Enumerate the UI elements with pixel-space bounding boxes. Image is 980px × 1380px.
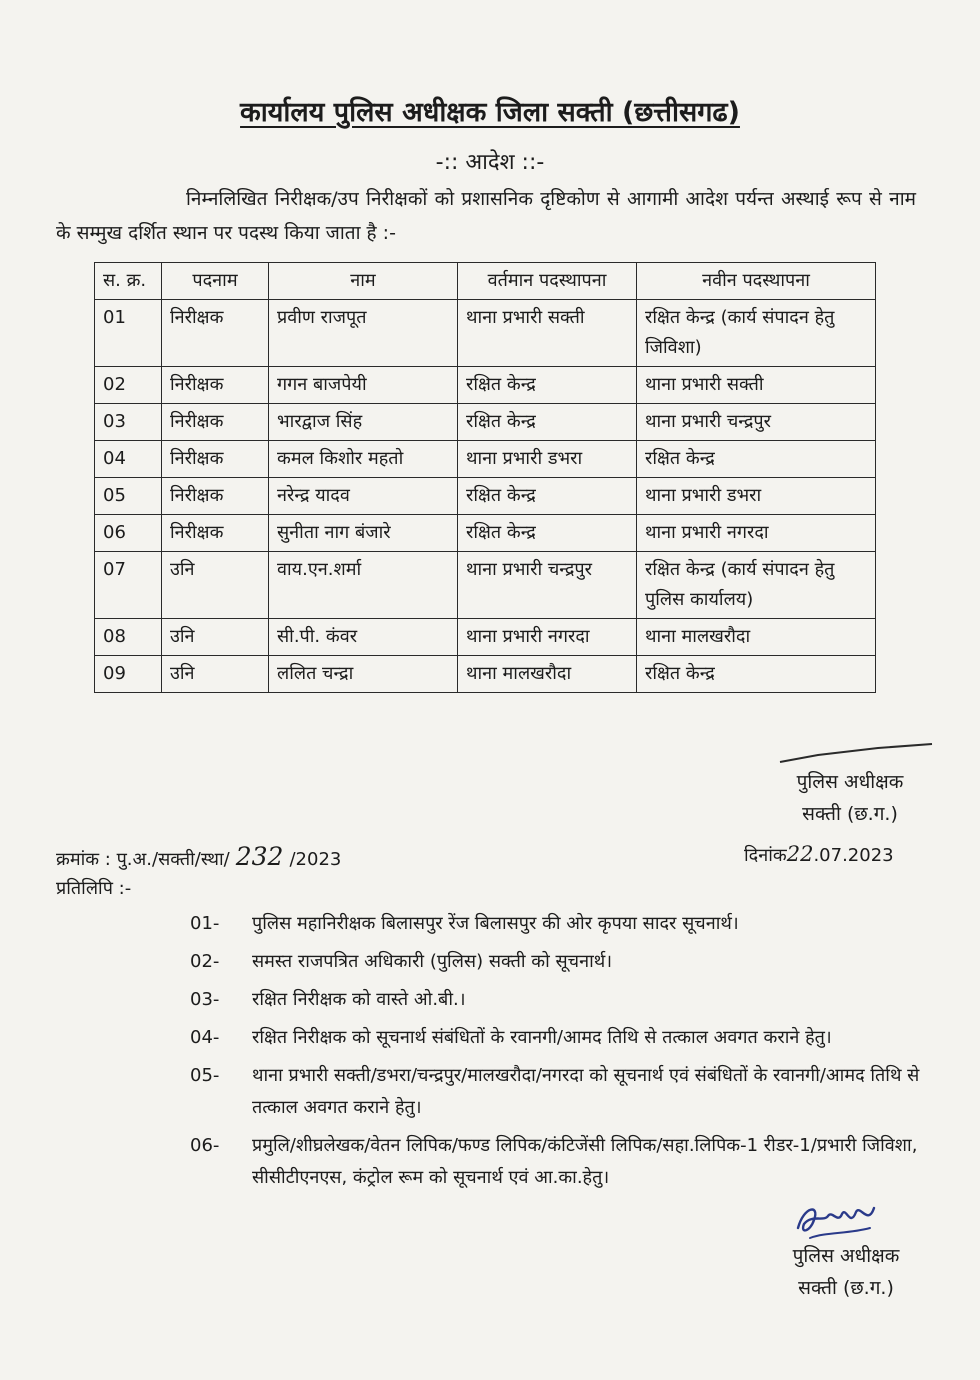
header-designation: पदनाम — [162, 263, 269, 300]
cell-serial: 06 — [95, 515, 162, 552]
cell-name: कमल किशोर महतो — [269, 441, 458, 478]
table-row — [95, 552, 876, 619]
copy-item-text: प्रमुलि/शीघ्रलेखक/वेतन लिपिक/फण्ड लिपिक/कंटिजेंसी लिपिक/सहा.लिपिक-1 रीडर-1/प्रभारी जिविशा, सीसीटीएनएस, कंट्रोल रूम को सूचनार्थ एवं आ.का.हेतु। — [252, 1135, 918, 1188]
cell-new-posting: रक्षित केन्द्र (कार्य संपादन हेतु पुलिस कार्यालय) — [637, 552, 876, 619]
cell-designation: उनि — [162, 552, 269, 619]
cell-designation: निरीक्षक — [162, 478, 269, 515]
table-row — [95, 656, 876, 693]
cell-serial: 02 — [95, 367, 162, 404]
cell-current-posting: रक्षित केन्द्र — [458, 404, 637, 441]
cell-current-posting: रक्षित केन्द्र — [458, 515, 637, 552]
cell-name: नरेन्द्र यादव — [269, 478, 458, 515]
cell-current-posting: थाना प्रभारी डभरा — [458, 441, 637, 478]
table-body — [95, 300, 876, 693]
table-row — [95, 367, 876, 404]
handwritten-signature — [790, 1198, 880, 1246]
copy-list-item — [190, 908, 920, 940]
cell-serial: 01 — [95, 300, 162, 367]
cell-new-posting: थाना प्रभारी नगरदा — [637, 515, 876, 552]
office-title: कार्यालय पुलिस अधीक्षक जिला सक्ती (छत्तीसगढ) — [240, 97, 740, 128]
cell-current-posting: थाना प्रभारी सक्ती — [458, 300, 637, 367]
cell-designation: निरीक्षक — [162, 515, 269, 552]
copy-item-number: 04- — [190, 1027, 220, 1048]
date-handwritten-day: 22 — [786, 842, 814, 866]
table-row — [95, 441, 876, 478]
cell-serial: 05 — [95, 478, 162, 515]
cell-name: सुनीता नाग बंजारे — [269, 515, 458, 552]
cell-current-posting: रक्षित केन्द्र — [458, 478, 637, 515]
copy-list-item — [190, 1022, 920, 1054]
copy-item-text: थाना प्रभारी सक्ती/डभरा/चन्द्रपुर/मालखरौदा/नगरदा को सूचनार्थ एवं संबंधितों के रवानगी/आमद तिथि से तत्काल अवगत कराने हेतु। — [252, 1065, 920, 1118]
cell-serial: 04 — [95, 441, 162, 478]
copy-item-text: पुलिस महानिरीक्षक बिलासपुर रेंज बिलासपुर की ओर कृपया सादर सूचनार्थ। — [252, 913, 739, 934]
header-name: नाम — [269, 263, 458, 300]
cell-designation: निरीक्षक — [162, 300, 269, 367]
copy-item-number: 02- — [190, 951, 220, 972]
cell-designation: निरीक्षक — [162, 367, 269, 404]
copy-item-number: 03- — [190, 989, 220, 1010]
cell-new-posting: थाना प्रभारी डभरा — [637, 478, 876, 515]
header-current-posting: वर्तमान पदस्थापना — [458, 263, 637, 300]
copy-item-number: 06- — [190, 1135, 220, 1156]
order-heading: -:: आदेश ::- — [435, 150, 545, 175]
cell-new-posting: रक्षित केन्द्र — [637, 656, 876, 693]
cell-new-posting: थाना प्रभारी चन्द्रपुर — [637, 404, 876, 441]
cell-current-posting: थाना प्रभारी चन्द्रपुर — [458, 552, 637, 619]
copy-list-item — [190, 984, 920, 1016]
cell-current-posting: थाना प्रभारी नगरदा — [458, 619, 637, 656]
signature-stroke — [778, 742, 934, 764]
header-serial: स. क्र. — [95, 263, 162, 300]
table-row — [95, 300, 876, 367]
cell-name: ललित चन्द्रा — [269, 656, 458, 693]
cell-new-posting: रक्षित केन्द्र (कार्य संपादन हेतु जिविशा) — [637, 300, 876, 367]
signatory-designation-bottom: पुलिस अधीक्षक — [792, 1245, 900, 1267]
cell-serial: 08 — [95, 619, 162, 656]
order-date: दिनांक22.07.2023 — [744, 842, 894, 866]
reference-number: क्रमांक : पु.अ./सक्ती/स्था/ 232 /2023 — [56, 842, 342, 871]
copy-item-number: 01- — [190, 913, 220, 934]
copy-list-item — [190, 1130, 920, 1194]
copy-item-text: समस्त राजपत्रित अधिकारी (पुलिस) सक्ती को सूचनार्थ। — [252, 951, 613, 972]
reference-handwritten-number: 232 — [235, 842, 284, 871]
signatory-designation: पुलिस अधीक्षक — [796, 771, 904, 793]
signatory-place: सक्ती (छ.ग.) — [802, 803, 898, 825]
cell-new-posting: थाना मालखरौदा — [637, 619, 876, 656]
cell-serial: 09 — [95, 656, 162, 693]
cell-current-posting: रक्षित केन्द्र — [458, 367, 637, 404]
copy-to-label: प्रतिलिपि :- — [56, 878, 132, 899]
cell-name: प्रवीण राजपूत — [269, 300, 458, 367]
copy-item-number: 05- — [190, 1065, 220, 1086]
signatory-block-bottom — [766, 1240, 926, 1304]
copy-list-item — [190, 946, 920, 978]
cell-designation: उनि — [162, 619, 269, 656]
copy-list-item — [190, 1060, 920, 1124]
table-row — [95, 478, 876, 515]
cell-name: गगन बाजपेयी — [269, 367, 458, 404]
postings-table — [94, 262, 876, 693]
table-row — [95, 515, 876, 552]
copy-item-text: रक्षित निरीक्षक को वास्ते ओ.बी.। — [252, 989, 466, 1010]
table-row — [95, 404, 876, 441]
copy-item-text: रक्षित निरीक्षक को सूचनार्थ संबंधितों के रवानगी/आमद तिथि से तत्काल अवगत कराने हेतु। — [252, 1027, 832, 1048]
cell-new-posting: रक्षित केन्द्र — [637, 441, 876, 478]
cell-designation: निरीक्षक — [162, 404, 269, 441]
cell-current-posting: थाना मालखरौदा — [458, 656, 637, 693]
table-header-row — [95, 263, 876, 300]
copy-list — [190, 908, 920, 1200]
cell-designation: उनि — [162, 656, 269, 693]
cell-new-posting: थाना प्रभारी सक्ती — [637, 367, 876, 404]
cell-designation: निरीक्षक — [162, 441, 269, 478]
cell-name: वाय.एन.शर्मा — [269, 552, 458, 619]
cell-serial: 03 — [95, 404, 162, 441]
intro-paragraph: निम्नलिखित निरीक्षक/उप निरीक्षकों को प्रशासनिक दृष्टिकोण से आगामी आदेश पर्यन्त अस्थाई रूप से नाम के सम्मुख दर्शित स्थान पर पदस्थ किया जाता है :- — [56, 188, 916, 244]
cell-name: भारद्वाज सिंह — [269, 404, 458, 441]
signatory-block-top — [770, 766, 930, 830]
table-row — [95, 619, 876, 656]
cell-name: सी.पी. कंवर — [269, 619, 458, 656]
header-new-posting: नवीन पदस्थापना — [637, 263, 876, 300]
cell-serial: 07 — [95, 552, 162, 619]
signatory-place-bottom: सक्ती (छ.ग.) — [798, 1277, 894, 1299]
